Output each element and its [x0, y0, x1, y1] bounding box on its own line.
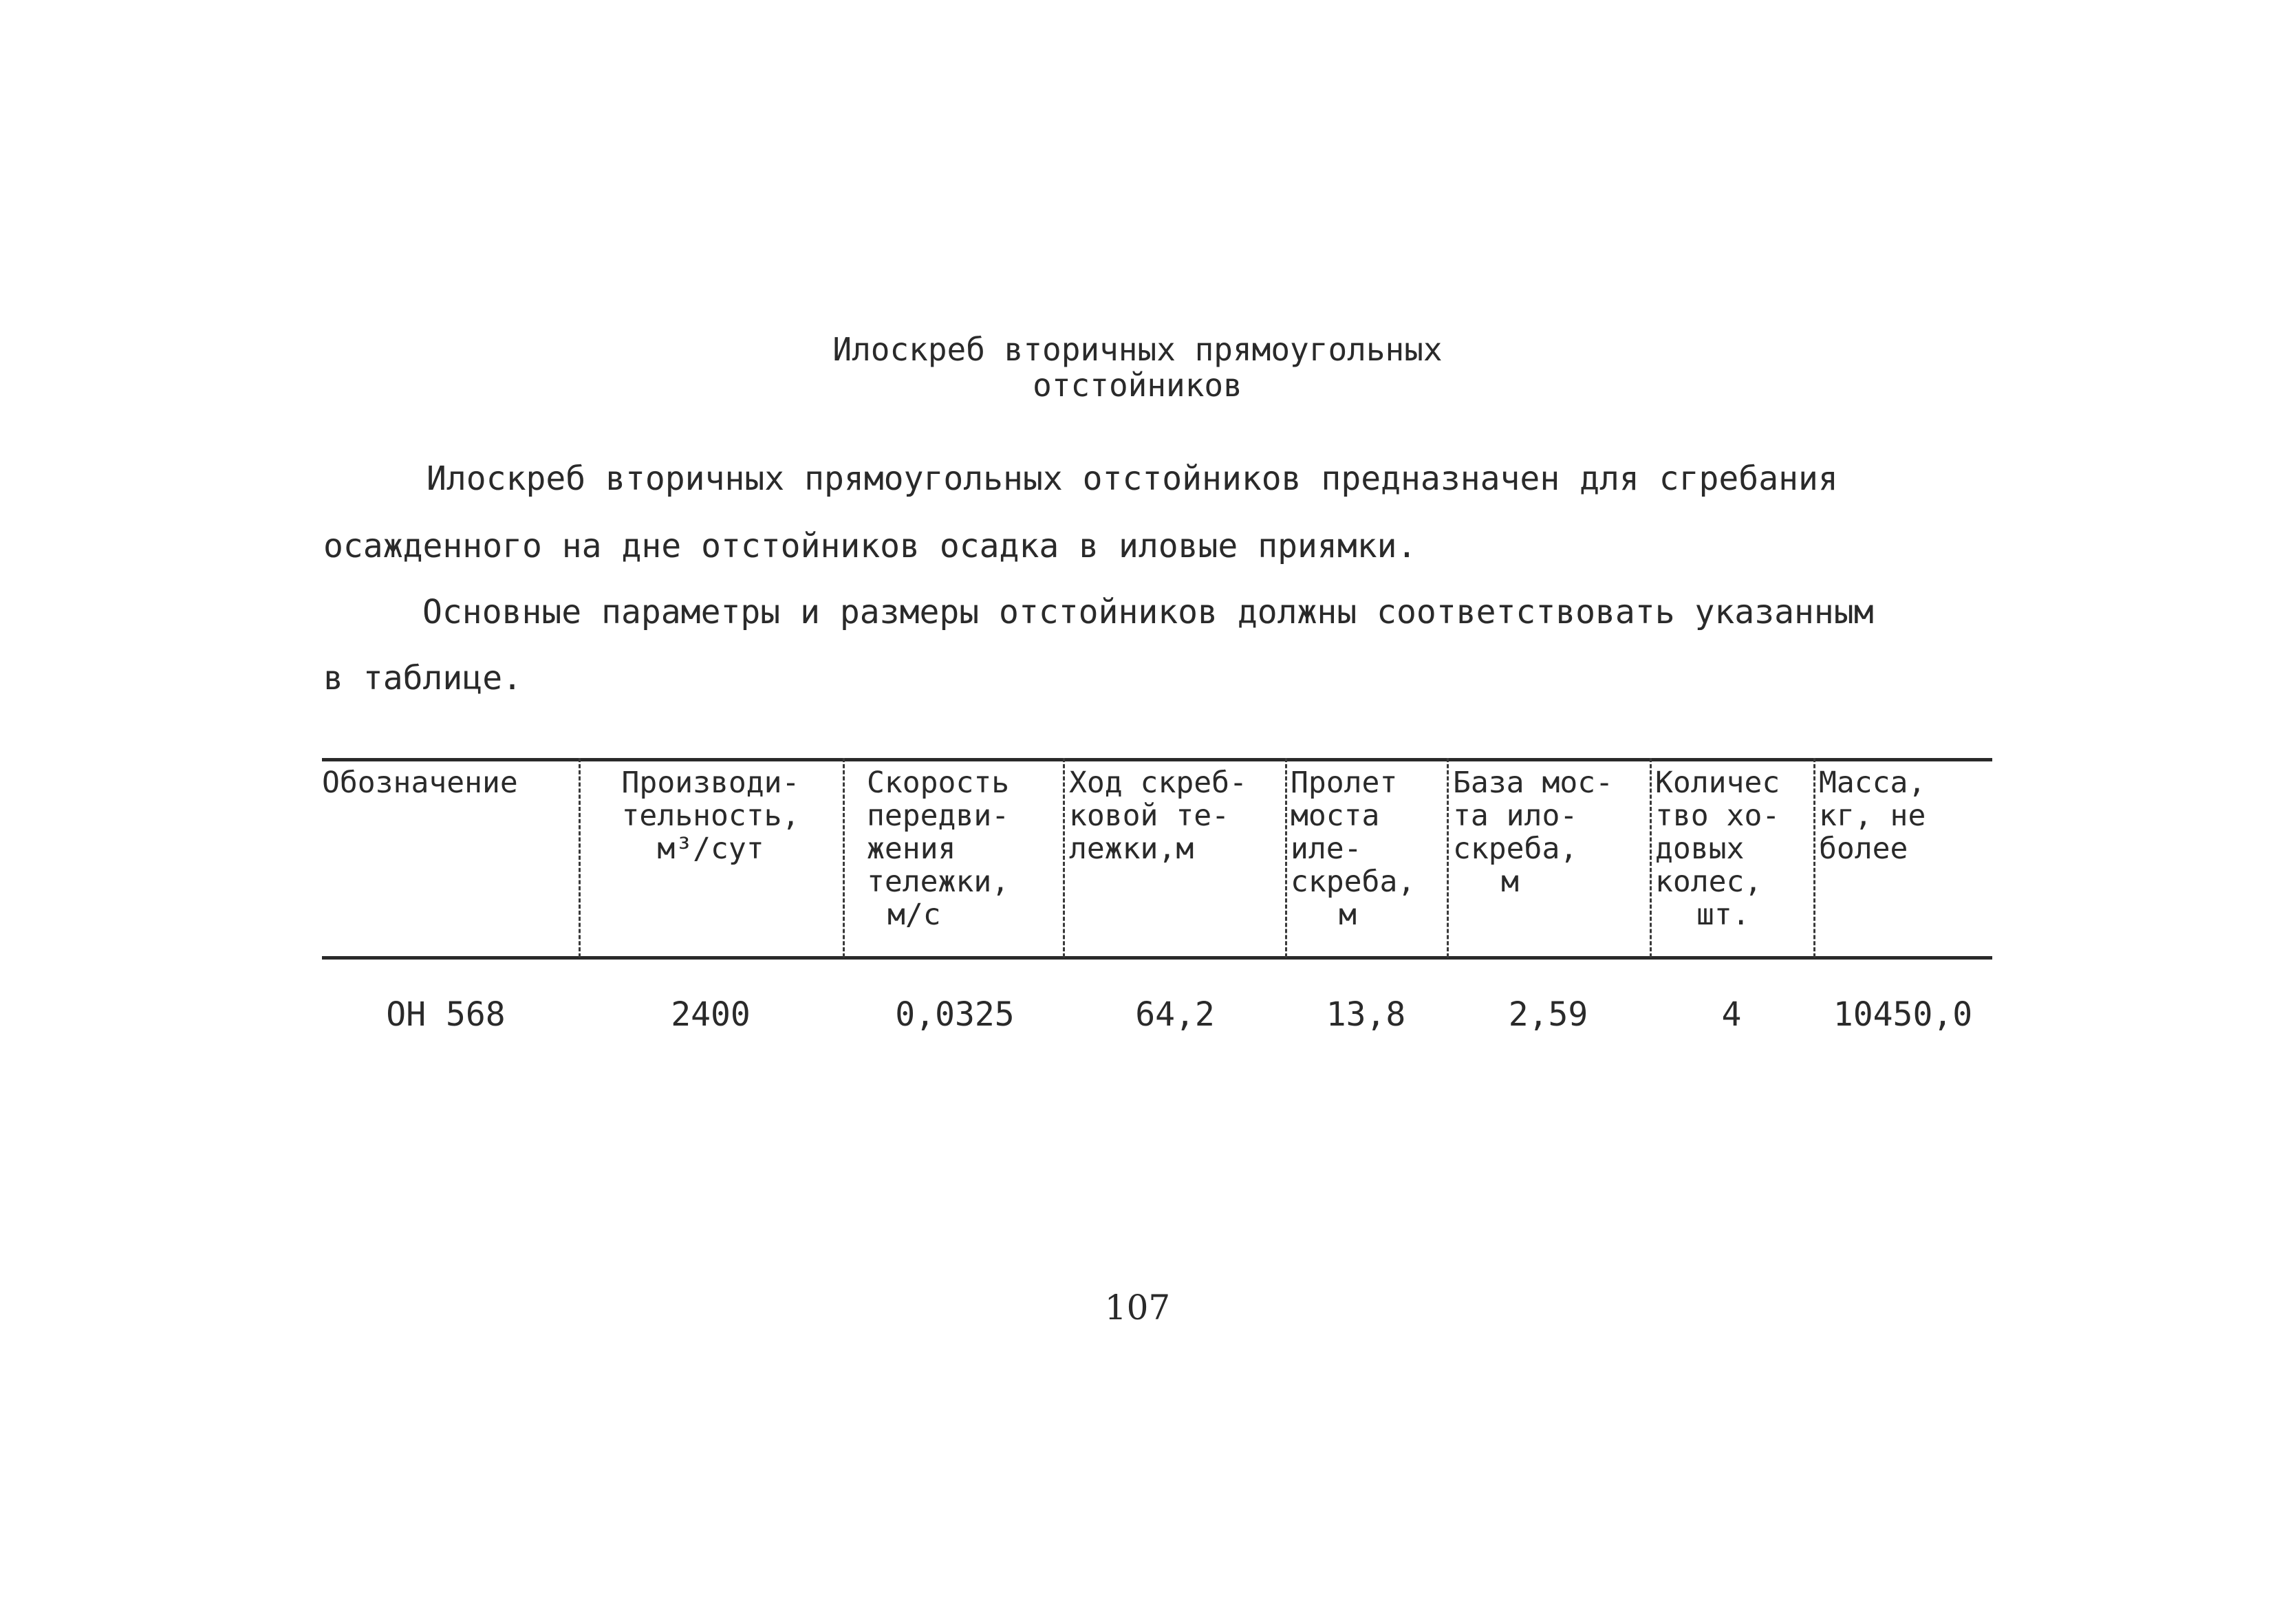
- header-text: Ход скреб-: [1069, 766, 1247, 800]
- header-text: довых: [1655, 832, 1745, 866]
- cell-wheels: 4: [1721, 995, 1742, 1034]
- header-mass: [1819, 766, 1991, 865]
- header-text: Пролет: [1291, 766, 1398, 800]
- header-text: База мос-: [1453, 766, 1613, 800]
- table-header-rule: [322, 956, 1992, 960]
- header-text: Масса,: [1819, 766, 1926, 800]
- cell-capacity: 2400: [671, 995, 751, 1034]
- column-separator: [579, 758, 581, 957]
- cell-stroke: 64,2: [1135, 995, 1215, 1034]
- cell-span: 13,8: [1326, 995, 1406, 1034]
- header-text: Скорость: [867, 766, 1010, 800]
- header-text: кг, не: [1819, 799, 1926, 833]
- header-text: м: [1501, 865, 1519, 899]
- cell-base: 2,59: [1508, 995, 1588, 1034]
- table-top-rule: [322, 758, 1992, 761]
- header-text: более: [1819, 832, 1908, 866]
- column-separator: [1447, 758, 1449, 957]
- header-text: тельность,: [621, 799, 800, 833]
- column-separator: [1063, 758, 1065, 957]
- header-span: [1291, 766, 1445, 931]
- header-capacity: [583, 766, 838, 865]
- paragraph-line-1: Илоскреб вторичных прямоугольных отстойников предназначен для сгребания: [427, 459, 1838, 498]
- paragraph-line-4: в таблице.: [323, 659, 522, 697]
- header-text: передви-: [867, 799, 1010, 833]
- column-separator: [1285, 758, 1287, 957]
- header-text: Количес: [1655, 766, 1780, 800]
- page-number: 107: [1104, 1288, 1171, 1328]
- document-title: [0, 332, 2275, 403]
- paragraph-line-3: Основные параметры и размеры отстойников должны соответствовать указанным: [422, 593, 1874, 631]
- header-text: тво хо-: [1655, 799, 1780, 833]
- header-speed: [867, 766, 1059, 931]
- header-base: [1453, 766, 1649, 898]
- header-text: скреба,: [1291, 865, 1416, 899]
- header-text: Производи-: [621, 766, 800, 800]
- header-text: шт.: [1696, 898, 1750, 932]
- header-text: м/с: [887, 898, 941, 932]
- header-text: скреба,: [1453, 832, 1578, 866]
- header-text: иле-: [1291, 832, 1362, 866]
- header-text: Обозначение: [322, 766, 518, 800]
- header-text: м³/сут: [657, 832, 764, 866]
- header-designation: [322, 766, 570, 799]
- header-text: моста: [1291, 799, 1380, 833]
- header-wheels: [1655, 766, 1812, 931]
- column-separator: [843, 758, 845, 957]
- header-text: колес,: [1655, 865, 1762, 899]
- header-stroke: [1069, 766, 1282, 865]
- title-line-2: отстойников: [1033, 367, 1242, 404]
- column-separator: [1813, 758, 1815, 957]
- cell-mass: 10450,0: [1833, 995, 1973, 1034]
- header-text: м: [1339, 898, 1357, 932]
- column-separator: [1650, 758, 1652, 957]
- header-text: лежки,м: [1069, 832, 1194, 866]
- header-text: тележки,: [867, 865, 1010, 899]
- cell-speed: 0,0325: [895, 995, 1015, 1034]
- header-text: жения: [867, 832, 956, 866]
- paragraph-line-2: осажденного на дне отстойников осадка в иловые приямки.: [323, 527, 1417, 565]
- header-text: та ило-: [1453, 799, 1578, 833]
- cell-designation: ОН 568: [386, 995, 506, 1034]
- title-line-1: Илоскреб вторичных прямоугольных: [832, 331, 1443, 368]
- header-text: ковой те-: [1069, 799, 1229, 833]
